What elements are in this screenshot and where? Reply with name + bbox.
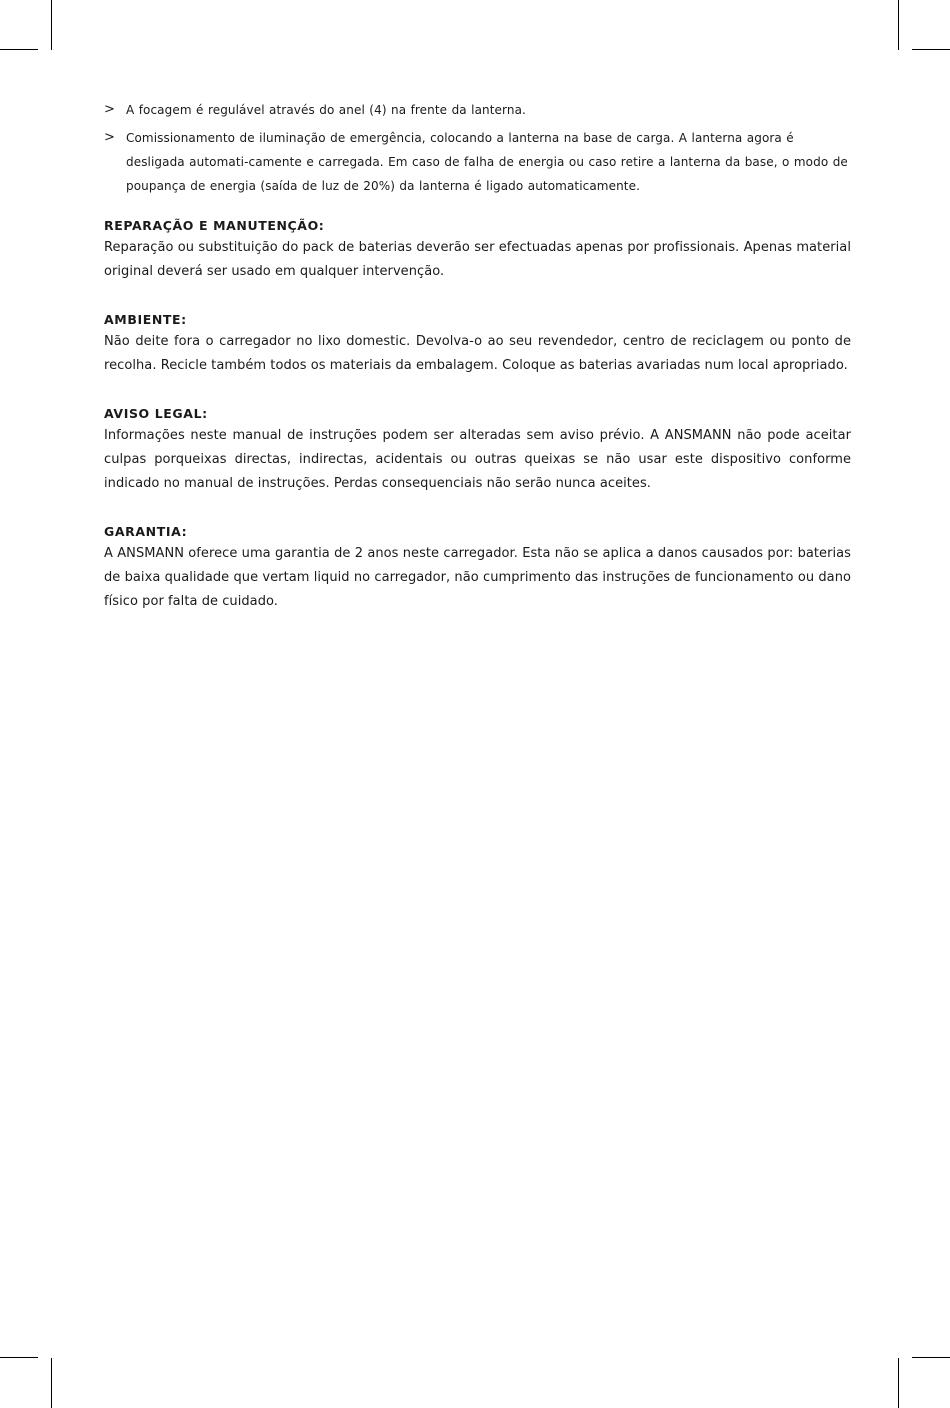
bullet-marker: > <box>104 130 115 145</box>
section-heading: AVISO LEGAL: <box>104 406 208 421</box>
bullet-text: A focagem é regulável através do anel (4) na frente da lanterna. <box>126 103 526 117</box>
section-legal-notice <box>104 402 851 496</box>
bullet-item-emergency-lighting <box>104 126 851 198</box>
crop-mark-bottom-left-vertical <box>51 1358 52 1408</box>
section-paragraph: Reparação ou substituição do pack de baterias deverão ser efectuadas apenas por profissionais. Apenas material original deverá ser usado em qualquer intervenção. <box>104 240 851 279</box>
section-heading: REPARAÇÃO E MANUTENÇÃO: <box>104 218 325 233</box>
section-warranty <box>104 520 851 614</box>
crop-mark-top-right-vertical <box>898 0 899 50</box>
crop-mark-bottom-right-horizontal <box>912 1357 950 1358</box>
section-heading: AMBIENTE: <box>104 312 187 327</box>
bullet-marker: > <box>104 102 115 117</box>
page-content <box>104 98 851 614</box>
crop-mark-bottom-left-horizontal <box>0 1357 38 1358</box>
section-paragraph: A ANSMANN oferece uma garantia de 2 anos neste carregador. Esta não se aplica a danos causados por: baterias de baixa qualidade que vertam liquid no carregador, não cumprimento das instruções de funcionamento ou dano físico por falta de cuidado. <box>104 546 851 609</box>
section-heading: GARANTIA: <box>104 524 188 539</box>
section-paragraph: Não deite fora o carregador no lixo domestic. Devolva-o ao seu revendedor, centro de reciclagem ou ponto de recolha. Recicle também todos os materiais da embalagem. Coloque as baterias avariadas num local apropriado. <box>104 334 851 373</box>
bullet-item-focus <box>104 98 851 122</box>
crop-mark-top-right-horizontal <box>912 49 950 50</box>
crop-mark-top-left-vertical <box>51 0 52 50</box>
crop-mark-bottom-right-vertical <box>898 1358 899 1408</box>
crop-mark-top-left-horizontal <box>0 49 38 50</box>
section-paragraph: Informações neste manual de instruções podem ser alteradas sem aviso prévio. A ANSMANN não pode aceitar culpas porqueixas directas, indirectas, acidentais ou outras queixas se não usar este dispositivo conforme indicado no manual de instruções. Perdas consequenciais não serão nunca aceites. <box>104 428 851 491</box>
section-repair-maintenance <box>104 214 851 284</box>
section-environment <box>104 308 851 378</box>
bullet-text: Comissionamento de iluminação de emergência, colocando a lanterna na base de carga. A lanterna agora é desligada automati-camente e carregada. Em caso de falha de energia ou caso retire a lanterna da base, o modo de poupança de energia (saída de luz de 20%) da lanterna é ligado automaticamente. <box>126 131 848 193</box>
